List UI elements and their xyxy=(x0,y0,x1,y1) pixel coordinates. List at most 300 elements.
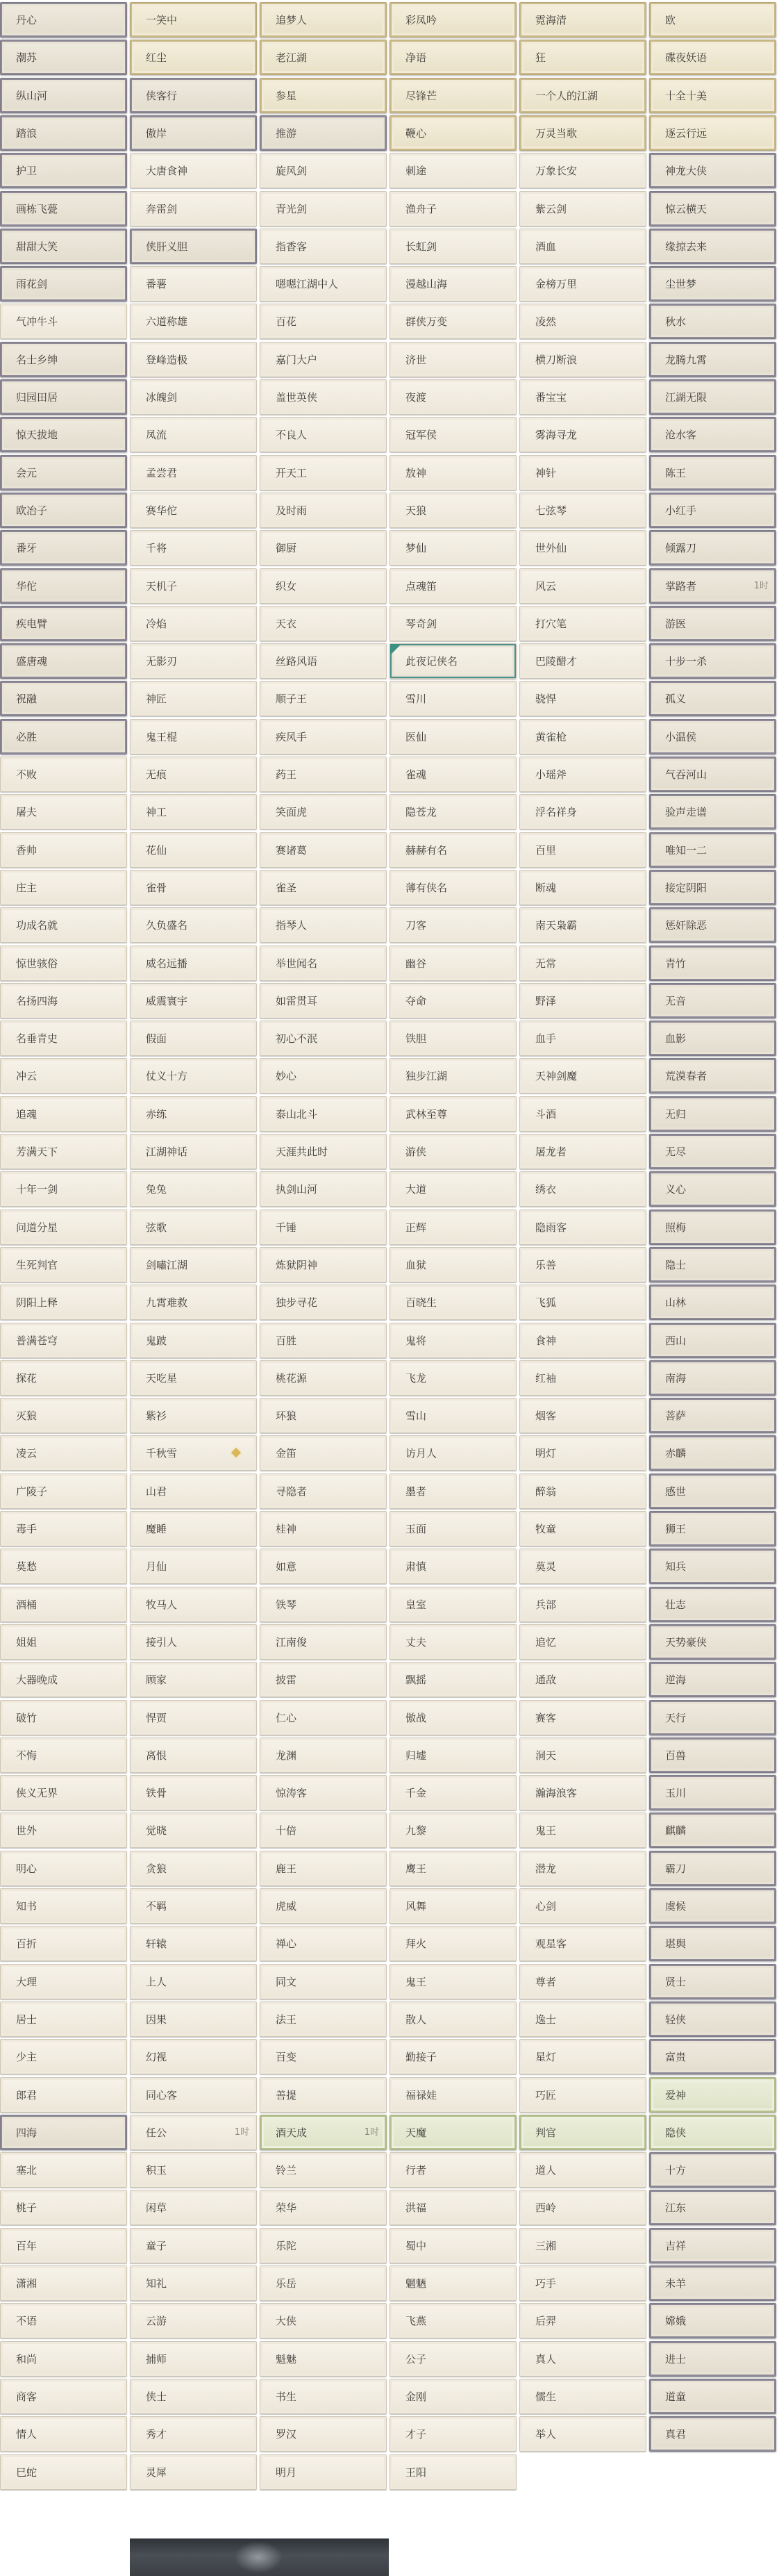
title-item[interactable] xyxy=(260,417,387,452)
title-item[interactable] xyxy=(130,757,257,792)
title-item[interactable] xyxy=(649,1435,776,1471)
title-item[interactable] xyxy=(0,1511,127,1546)
title-item[interactable] xyxy=(649,417,776,452)
title-item[interactable] xyxy=(519,1473,646,1509)
title-item[interactable] xyxy=(260,1700,387,1735)
title-item[interactable] xyxy=(519,1209,646,1245)
title-item[interactable] xyxy=(649,1775,776,1810)
title-item[interactable] xyxy=(390,1134,517,1169)
title-item[interactable] xyxy=(130,2228,257,2263)
title-item[interactable] xyxy=(519,870,646,905)
title-item[interactable] xyxy=(130,568,257,604)
title-item[interactable] xyxy=(390,342,517,377)
title-item[interactable] xyxy=(0,907,127,943)
title-item[interactable] xyxy=(519,1888,646,1924)
title-item[interactable] xyxy=(390,115,517,151)
title-item[interactable] xyxy=(649,1171,776,1207)
title-item[interactable] xyxy=(130,304,257,339)
title-item[interactable] xyxy=(130,1323,257,1358)
title-item[interactable] xyxy=(519,643,646,679)
title-item[interactable] xyxy=(519,530,646,565)
title-item[interactable] xyxy=(0,1473,127,1509)
title-item[interactable] xyxy=(649,2265,776,2301)
title-item[interactable] xyxy=(519,266,646,302)
title-item[interactable] xyxy=(130,1360,257,1396)
title-item[interactable] xyxy=(0,946,127,981)
title-item[interactable] xyxy=(649,2379,776,2414)
title-item[interactable] xyxy=(0,2303,127,2338)
title-item[interactable] xyxy=(390,2190,517,2225)
title-item[interactable] xyxy=(519,304,646,339)
title-item[interactable] xyxy=(260,983,387,1018)
title-item[interactable] xyxy=(130,1134,257,1169)
title-item[interactable] xyxy=(130,643,257,679)
title-item[interactable] xyxy=(260,2454,387,2490)
title-item[interactable] xyxy=(390,2379,517,2414)
title-item[interactable] xyxy=(260,1926,387,1961)
title-item[interactable] xyxy=(130,2416,257,2452)
title-item[interactable] xyxy=(519,1323,646,1358)
title-item[interactable] xyxy=(649,2,776,38)
title-item[interactable] xyxy=(0,2,127,38)
title-item[interactable] xyxy=(0,2228,127,2263)
title-item[interactable] xyxy=(0,266,127,302)
title-item[interactable] xyxy=(130,832,257,868)
title-item[interactable] xyxy=(390,1360,517,1396)
title-item[interactable] xyxy=(390,1058,517,1093)
title-item[interactable] xyxy=(0,2152,127,2188)
title-item[interactable] xyxy=(260,1058,387,1093)
title-item[interactable] xyxy=(519,2115,646,2150)
title-item[interactable] xyxy=(390,229,517,264)
title-item[interactable] xyxy=(0,153,127,188)
title-item[interactable] xyxy=(260,530,387,565)
title-item[interactable] xyxy=(130,191,257,226)
title-item[interactable] xyxy=(390,1624,517,1660)
title-item[interactable] xyxy=(649,1624,776,1660)
title-item[interactable] xyxy=(260,342,387,377)
title-item[interactable] xyxy=(260,757,387,792)
title-item[interactable] xyxy=(519,2001,646,2037)
title-item[interactable] xyxy=(0,1851,127,1886)
title-item[interactable] xyxy=(649,1662,776,1697)
title-item[interactable] xyxy=(649,1851,776,1886)
title-item[interactable] xyxy=(130,530,257,565)
title-item[interactable] xyxy=(0,2379,127,2414)
title-item[interactable] xyxy=(519,1926,646,1961)
title-item[interactable] xyxy=(519,1096,646,1132)
title-item[interactable] xyxy=(519,2379,646,2414)
title-item[interactable] xyxy=(519,757,646,792)
title-item[interactable] xyxy=(649,1021,776,1056)
title-item[interactable] xyxy=(260,643,387,679)
title-item[interactable] xyxy=(260,115,387,151)
title-item[interactable] xyxy=(0,1435,127,1471)
title-item[interactable] xyxy=(260,2077,387,2113)
title-item[interactable] xyxy=(130,1926,257,1961)
title-item[interactable] xyxy=(0,2190,127,2225)
title-item[interactable] xyxy=(519,1549,646,1584)
title-item[interactable] xyxy=(519,2152,646,2188)
title-item[interactable] xyxy=(390,530,517,565)
title-item[interactable] xyxy=(130,1700,257,1735)
title-item[interactable] xyxy=(130,983,257,1018)
title-item[interactable] xyxy=(390,2416,517,2452)
title-item[interactable] xyxy=(390,1662,517,1697)
title-item[interactable] xyxy=(260,266,387,302)
title-item[interactable] xyxy=(130,2001,257,2037)
title-item[interactable] xyxy=(390,681,517,716)
title-item[interactable] xyxy=(519,1624,646,1660)
title-item[interactable] xyxy=(260,719,387,754)
title-item[interactable] xyxy=(649,2152,776,2188)
title-item[interactable] xyxy=(519,191,646,226)
title-item[interactable] xyxy=(260,1096,387,1132)
title-item[interactable] xyxy=(130,1209,257,1245)
title-item[interactable] xyxy=(390,606,517,641)
title-item[interactable] xyxy=(649,2228,776,2263)
title-item[interactable] xyxy=(130,681,257,716)
title-item[interactable] xyxy=(390,1851,517,1886)
title-item[interactable] xyxy=(390,2152,517,2188)
title-item[interactable] xyxy=(260,1285,387,1320)
title-item[interactable] xyxy=(519,1737,646,1773)
title-item[interactable] xyxy=(390,1511,517,1546)
title-item[interactable] xyxy=(130,1021,257,1056)
title-item[interactable] xyxy=(649,1323,776,1358)
title-item[interactable] xyxy=(0,2115,127,2150)
title-item[interactable] xyxy=(390,493,517,528)
title-item[interactable] xyxy=(390,266,517,302)
title-item[interactable] xyxy=(390,304,517,339)
title-item[interactable] xyxy=(130,266,257,302)
title-item[interactable] xyxy=(649,1926,776,1961)
title-item[interactable] xyxy=(390,1813,517,1848)
title-item[interactable] xyxy=(649,1473,776,1509)
title-item[interactable] xyxy=(390,643,517,679)
title-item[interactable] xyxy=(390,719,517,754)
title-item[interactable] xyxy=(260,1247,387,1282)
title-item[interactable] xyxy=(130,1662,257,1697)
title-item[interactable] xyxy=(390,78,517,113)
title-item[interactable] xyxy=(519,681,646,716)
title-item[interactable] xyxy=(130,1398,257,1433)
title-item[interactable] xyxy=(390,2077,517,2113)
title-item[interactable] xyxy=(0,417,127,452)
title-item[interactable] xyxy=(649,342,776,377)
title-item[interactable] xyxy=(0,1360,127,1396)
title-item[interactable] xyxy=(390,2001,517,2037)
title-item[interactable] xyxy=(0,1662,127,1697)
title-item[interactable] xyxy=(260,153,387,188)
title-item[interactable] xyxy=(519,2190,646,2225)
title-item[interactable] xyxy=(649,757,776,792)
title-item[interactable] xyxy=(649,1511,776,1546)
title-item[interactable] xyxy=(649,1888,776,1924)
title-item[interactable] xyxy=(390,1587,517,1622)
title-item[interactable] xyxy=(519,1964,646,1999)
title-item[interactable] xyxy=(390,1021,517,1056)
title-item[interactable] xyxy=(519,946,646,981)
title-item[interactable] xyxy=(649,1549,776,1584)
title-item[interactable] xyxy=(649,1398,776,1433)
title-item[interactable] xyxy=(390,946,517,981)
title-item[interactable] xyxy=(649,1737,776,1773)
title-item[interactable] xyxy=(0,304,127,339)
title-item[interactable] xyxy=(649,2416,776,2452)
title-item[interactable] xyxy=(0,379,127,415)
title-item[interactable] xyxy=(519,1360,646,1396)
title-item[interactable] xyxy=(130,2190,257,2225)
title-item[interactable] xyxy=(519,78,646,113)
title-item[interactable] xyxy=(649,1058,776,1093)
title-item[interactable] xyxy=(130,719,257,754)
title-item[interactable] xyxy=(649,1096,776,1132)
title-item[interactable] xyxy=(0,115,127,151)
title-item[interactable] xyxy=(390,2454,517,2490)
title-item[interactable] xyxy=(519,115,646,151)
title-item[interactable] xyxy=(519,1435,646,1471)
title-item[interactable] xyxy=(260,229,387,264)
title-item[interactable] xyxy=(130,1624,257,1660)
title-item[interactable] xyxy=(130,1511,257,1546)
title-item[interactable] xyxy=(390,1888,517,1924)
title-item[interactable] xyxy=(0,229,127,264)
title-item[interactable] xyxy=(649,379,776,415)
title-item[interactable] xyxy=(519,2077,646,2113)
title-item[interactable] xyxy=(390,455,517,490)
title-item[interactable] xyxy=(260,1587,387,1622)
title-item[interactable] xyxy=(390,870,517,905)
title-item[interactable] xyxy=(519,568,646,604)
title-item[interactable] xyxy=(519,1662,646,1697)
title-item[interactable] xyxy=(130,946,257,981)
title-item[interactable] xyxy=(130,2303,257,2338)
title-item[interactable] xyxy=(0,1285,127,1320)
title-item[interactable] xyxy=(130,1851,257,1886)
title-item[interactable] xyxy=(649,681,776,716)
title-item[interactable] xyxy=(0,2265,127,2301)
title-item[interactable] xyxy=(519,2228,646,2263)
title-item[interactable] xyxy=(260,1435,387,1471)
title-item[interactable] xyxy=(260,681,387,716)
title-item[interactable] xyxy=(0,1926,127,1961)
title-item[interactable] xyxy=(130,870,257,905)
title-item[interactable] xyxy=(649,78,776,113)
title-item[interactable] xyxy=(260,493,387,528)
title-item[interactable] xyxy=(130,606,257,641)
title-item[interactable] xyxy=(0,2001,127,2037)
title-item[interactable] xyxy=(390,907,517,943)
title-item[interactable] xyxy=(0,1171,127,1207)
title-item[interactable] xyxy=(260,1134,387,1169)
title-item[interactable] xyxy=(260,568,387,604)
title-item[interactable] xyxy=(260,1360,387,1396)
title-item[interactable] xyxy=(260,1398,387,1433)
title-item[interactable] xyxy=(260,2303,387,2338)
title-item[interactable] xyxy=(649,719,776,754)
title-item[interactable] xyxy=(519,1775,646,1810)
title-item[interactable] xyxy=(130,153,257,188)
title-item[interactable] xyxy=(0,1888,127,1924)
title-item[interactable] xyxy=(519,719,646,754)
title-item[interactable] xyxy=(649,2039,776,2074)
title-item[interactable] xyxy=(649,870,776,905)
title-item[interactable] xyxy=(390,1171,517,1207)
title-item[interactable] xyxy=(260,78,387,113)
title-item[interactable] xyxy=(260,2190,387,2225)
title-item[interactable] xyxy=(130,2115,257,2150)
title-item[interactable] xyxy=(649,606,776,641)
title-item[interactable] xyxy=(519,455,646,490)
title-item[interactable] xyxy=(649,983,776,1018)
title-item[interactable] xyxy=(260,2001,387,2037)
title-item[interactable] xyxy=(260,1209,387,1245)
title-item[interactable] xyxy=(390,1247,517,1282)
title-item[interactable] xyxy=(519,229,646,264)
title-item[interactable] xyxy=(519,493,646,528)
title-item[interactable] xyxy=(390,2341,517,2377)
title-item[interactable] xyxy=(130,2454,257,2490)
title-item[interactable] xyxy=(0,2077,127,2113)
title-item[interactable] xyxy=(130,2152,257,2188)
title-item[interactable] xyxy=(130,2341,257,2377)
title-item[interactable] xyxy=(390,191,517,226)
title-item[interactable] xyxy=(519,983,646,1018)
title-item[interactable] xyxy=(130,342,257,377)
title-item[interactable] xyxy=(649,2115,776,2150)
title-item[interactable] xyxy=(130,2,257,38)
title-item[interactable] xyxy=(260,40,387,75)
title-item[interactable] xyxy=(390,1323,517,1358)
title-item[interactable] xyxy=(130,40,257,75)
title-item[interactable] xyxy=(0,191,127,226)
title-item[interactable] xyxy=(649,832,776,868)
title-item[interactable] xyxy=(0,1624,127,1660)
title-item[interactable] xyxy=(260,1624,387,1660)
title-item[interactable] xyxy=(130,78,257,113)
title-item[interactable] xyxy=(519,1587,646,1622)
title-item[interactable] xyxy=(130,493,257,528)
title-item[interactable] xyxy=(649,1700,776,1735)
title-item[interactable] xyxy=(390,983,517,1018)
title-item[interactable] xyxy=(0,342,127,377)
title-item[interactable] xyxy=(649,191,776,226)
title-item[interactable] xyxy=(130,1096,257,1132)
title-item[interactable] xyxy=(260,794,387,829)
title-item[interactable] xyxy=(390,40,517,75)
title-item[interactable] xyxy=(519,2265,646,2301)
title-item[interactable] xyxy=(519,1058,646,1093)
title-item[interactable] xyxy=(649,643,776,679)
title-item[interactable] xyxy=(130,1473,257,1509)
title-item[interactable] xyxy=(649,1209,776,1245)
title-item[interactable] xyxy=(390,1549,517,1584)
title-item[interactable] xyxy=(130,907,257,943)
title-item[interactable] xyxy=(260,1888,387,1924)
title-item[interactable] xyxy=(260,1549,387,1584)
title-item[interactable] xyxy=(390,1700,517,1735)
title-item[interactable] xyxy=(519,417,646,452)
title-item[interactable] xyxy=(260,870,387,905)
title-item[interactable] xyxy=(390,2,517,38)
title-item[interactable] xyxy=(260,2265,387,2301)
title-item[interactable] xyxy=(649,1247,776,1282)
title-item[interactable] xyxy=(519,153,646,188)
title-item[interactable] xyxy=(0,530,127,565)
title-item[interactable] xyxy=(390,1398,517,1433)
title-item[interactable] xyxy=(0,643,127,679)
title-item[interactable] xyxy=(130,1587,257,1622)
title-item[interactable] xyxy=(649,530,776,565)
title-item[interactable] xyxy=(0,1058,127,1093)
title-item[interactable] xyxy=(130,1058,257,1093)
title-item[interactable] xyxy=(519,2341,646,2377)
title-item[interactable] xyxy=(649,153,776,188)
title-item[interactable] xyxy=(130,417,257,452)
title-item[interactable] xyxy=(0,568,127,604)
title-item[interactable] xyxy=(519,1171,646,1207)
title-item[interactable] xyxy=(649,794,776,829)
title-item[interactable] xyxy=(130,1888,257,1924)
title-item[interactable] xyxy=(519,2303,646,2338)
title-item[interactable] xyxy=(390,1209,517,1245)
title-item[interactable] xyxy=(390,153,517,188)
title-item[interactable] xyxy=(519,907,646,943)
title-item[interactable] xyxy=(649,115,776,151)
title-item[interactable] xyxy=(0,1247,127,1282)
title-item[interactable] xyxy=(130,794,257,829)
title-item[interactable] xyxy=(130,1247,257,1282)
title-item[interactable] xyxy=(260,191,387,226)
title-item[interactable] xyxy=(390,757,517,792)
title-item[interactable] xyxy=(260,1473,387,1509)
title-item[interactable] xyxy=(649,1813,776,1848)
title-item[interactable] xyxy=(260,2228,387,2263)
title-item[interactable] xyxy=(0,1323,127,1358)
title-item[interactable] xyxy=(260,2152,387,2188)
title-item[interactable] xyxy=(0,2416,127,2452)
title-item[interactable] xyxy=(130,229,257,264)
title-item[interactable] xyxy=(0,1813,127,1848)
title-item[interactable] xyxy=(519,1398,646,1433)
title-item[interactable] xyxy=(260,2039,387,2074)
title-item[interactable] xyxy=(260,606,387,641)
title-item[interactable] xyxy=(519,2039,646,2074)
title-item[interactable] xyxy=(649,455,776,490)
title-item[interactable] xyxy=(0,493,127,528)
title-item[interactable] xyxy=(0,40,127,75)
title-item[interactable] xyxy=(519,2416,646,2452)
title-item[interactable] xyxy=(390,2265,517,2301)
title-item[interactable] xyxy=(260,946,387,981)
title-item[interactable] xyxy=(519,1247,646,1282)
title-item[interactable] xyxy=(260,1511,387,1546)
title-item[interactable] xyxy=(390,832,517,868)
title-item[interactable] xyxy=(649,2001,776,2037)
title-item[interactable] xyxy=(260,1737,387,1773)
title-item[interactable] xyxy=(390,1775,517,1810)
title-item[interactable] xyxy=(649,2190,776,2225)
title-item[interactable] xyxy=(0,757,127,792)
title-item[interactable] xyxy=(0,794,127,829)
title-item[interactable] xyxy=(260,1171,387,1207)
title-item[interactable] xyxy=(519,1851,646,1886)
title-item[interactable] xyxy=(519,1511,646,1546)
title-item[interactable] xyxy=(260,2341,387,2377)
title-item[interactable] xyxy=(0,1021,127,1056)
title-item[interactable] xyxy=(0,2039,127,2074)
